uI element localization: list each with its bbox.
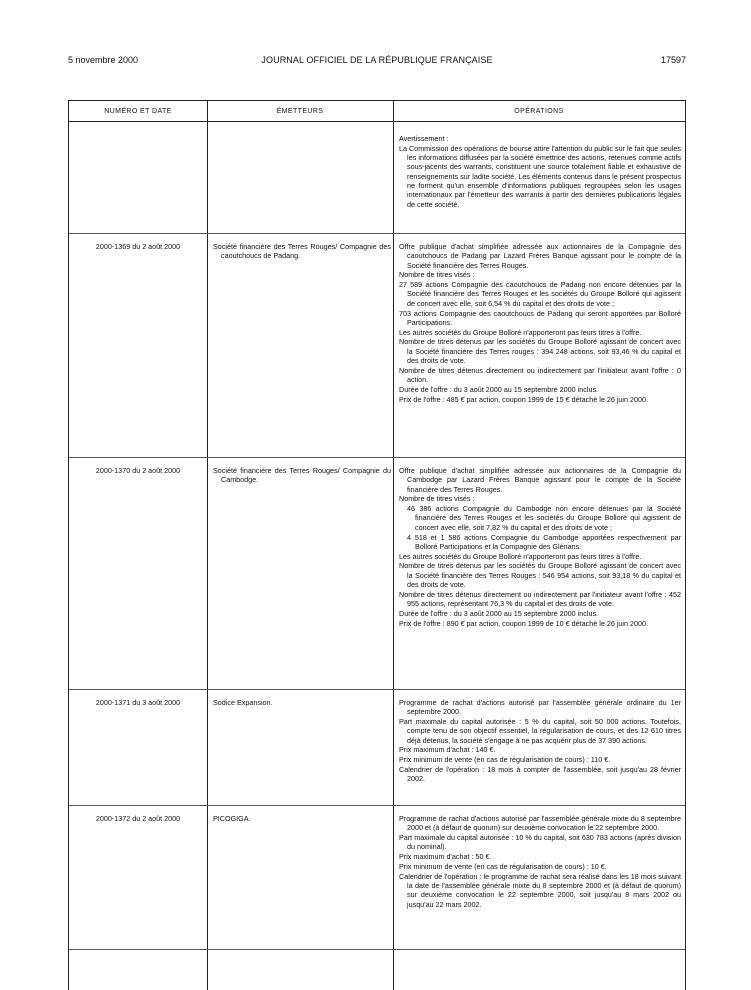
operation-paragraph: 27 589 actions Compagnie des caoutchoucs de Padang non encore détenues par la Société financière des Terres Rouges et les sociétés du Groupe Bolloré qui agissent de concert avec elle, soit 6,54 % du capital et des droits de vote ; (399, 280, 681, 308)
operation-paragraph: Prix minimum de vente (en cas de régularisation de cours) : 10 €. (399, 861, 607, 871)
header-date: 5 novembre 2000 (68, 55, 139, 65)
operation-paragraph: Programme de rachat d'actions autorisé par l'assemblée générale mixte du 8 septembre 2000 et (à défaut de quorum) sur deuxième convocation le 22 septembre 2000. (399, 814, 681, 833)
row-emetteur (213, 698, 391, 707)
operation-paragraph: Nombre de titres détenus par les sociétés du Groupe Bolloré agissant de concert avec la Société financière des Terres Rouges : 546 954 actions, soit 93,18 % du capital et des droits de vote. (399, 561, 681, 590)
row-numero-date: 2000-1372 du 2 août 2000 (95, 814, 181, 823)
operation-paragraph: Offre publique d'achat simplifiée adressée aux actionnaires de la Compagnie des caoutchoucs de Padang par Lazard Frères Banque agissant pour le compte de la Société financière des Terres Rouges. (399, 242, 681, 270)
row-divider (69, 949, 685, 950)
emetteur-text: PICOGIGA. (213, 814, 251, 823)
header-title: JOURNAL OFFICIEL DE LA RÉPUBLIQUE FRANÇAISE (261, 55, 493, 65)
operation-paragraph: Nombre de titres détenus directement ou indirectement par l'initiateur avant l'offre : 452 955 actions, représentant 76,3 % du capital et des droits de vote. (399, 589, 681, 609)
row-operations (399, 242, 681, 404)
operation-paragraph: Calendrier de l'opération : le programme de rachat sera réalisé dans les 18 mois suivant la date de l'assemblée générale mixte du 8 septembre 2000 et (à défaut de quorum) sur deuxième convocation le 22 septembre 2000, soit jusqu'au 8 mars 2002 ou jusqu'au 22 mars 2002. (399, 871, 681, 909)
operation-paragraph: Part maximale du capital autorisée : 5 % du capital, soit 50 000 actions. Toutefois, compte tenu de son objectif essentiel, la régularisation de cours, et des 12 610 titres déjà détenus, la société s'engage à ne pas acquérir plus de 37 390 actions. (399, 717, 681, 745)
operation-paragraph: Nombre de titres visés : (399, 270, 475, 280)
operation-paragraph: Prix minimum de vente (en cas de régularisation de cours) : 110 €. (399, 755, 611, 765)
emetteur-text: Société financière des Terres Rouges/ Compagnie des caoutchoucs de Padang. (213, 242, 391, 261)
operation-paragraph: Prix maximum d'achat : 140 €. (399, 745, 496, 755)
operation-paragraph: Prix de l'offre : 890 € par action, coupon 1999 de 10 € détaché le 26 juin 2000. (399, 618, 648, 628)
operation-paragraph: Durée de l'offre : du 3 août 2000 au 15 septembre 2000 inclus. (399, 608, 599, 618)
row-operations (399, 698, 681, 784)
page-header (68, 54, 686, 66)
row-numero-date: 2000-1369 du 2 août 2000 (95, 242, 181, 251)
operations-table (68, 100, 686, 990)
operation-paragraph: Programme de rachat d'actions autorisé par l'assemblée générale ordinaire du 1er septembre 2000. (399, 698, 681, 717)
row-divider (69, 689, 685, 690)
operation-paragraph: Offre publique d'achat simplifiée adressée aux actionnaires de la Compagnie du Cambodge par Lazard Frères Banque agissant pour le compte de la Société financière des Terres Rouges. (399, 466, 681, 494)
operation-paragraph: Nombre de titres détenus directement ou indirectement par l'initiateur avant l'offre : 0 action. (399, 365, 681, 385)
column-header-operations: OPÉRATIONS (514, 108, 564, 115)
operation-paragraph: Nombre de titres visés : (399, 494, 475, 504)
row-operations (399, 466, 681, 628)
header-page-number: 17597 (660, 55, 686, 65)
operation-paragraph: Durée de l'offre : du 3 août 2000 au 15 septembre 2000 inclus. (399, 384, 599, 394)
operation-paragraph: 46 386 actions Compagnie du Cambodge non encore détenues par la Société financière des Terres Rouges et les sociétés du Groupe Bolloré qui agissent de concert avec elle, soit 7,82 % du capital et des droits de vote ; (407, 504, 681, 532)
operation-paragraph: Prix maximum d'achat : 50 €. (399, 852, 492, 862)
operation-paragraph: Calendrier de l'opération : 18 mois à compter de l'assemblée, soit jusqu'au 28 février 2002. (399, 765, 681, 784)
operation-paragraph: 703 actions Compagnie des caoutchoucs de Padang qui seront apportées par Bolloré Participations. (399, 308, 681, 327)
row-numero-date: 2000-1370 du 2 août 2000 (95, 466, 181, 475)
row-divider (69, 457, 685, 458)
emetteur-text: Société financière des Terres Rouges/ Compagnie du Cambodge. (213, 466, 391, 485)
operation-paragraph: Part maximale du capital autorisée : 10 % du capital, soit 630 783 actions (après division du nominal). (399, 833, 681, 852)
row-operations (399, 134, 681, 209)
row-emetteur (213, 814, 391, 823)
operation-paragraph: La Commission des opérations de bourse attire l'attention du public sur le fait que seules les informations diffusées par la société émettrice des actions, retenues comme actifs sous-jacents des warrants, constituent une source totalement fiable et exhaustive de renseignements sur ladite société. Les éléments contenus dans le présent prospectus ne forment qu'un ensemble d'informations publiques regroupées selon les usages internationaux par l'émetteur des warrants à partir des dernières publications légales de cette société. (399, 143, 681, 209)
operation-paragraph: Nombre de titres détenus par les sociétés du Groupe Bolloré agissant de concert avec la Société financière des Terres rouges : 394 248 actions, soit 93,46 % du capital et des droits de vote. (399, 337, 681, 366)
row-emetteur (213, 242, 391, 261)
row-numero-date: 2000-1371 du 3 août 2000 (95, 698, 181, 707)
row-operations (399, 814, 681, 909)
operation-paragraph: 4 518 et 1 586 actions Compagnie du Cambodge apportées respectivement par Bolloré Participations et la Compagnie des Glénans. (407, 532, 681, 551)
row-divider (69, 805, 685, 806)
emetteur-text: Sodice Expansion. (213, 698, 273, 707)
operation-paragraph: Les autres sociétés du Groupe Bolloré n'apporteront pas leurs titres à l'offre. (399, 551, 642, 561)
row-emetteur (213, 466, 391, 485)
operation-paragraph: Avertissement : (399, 134, 449, 143)
operation-paragraph: Prix de l'offre : 485 € par action, coupon 1999 de 15 € détaché le 26 juin 2000. (399, 394, 648, 404)
column-header-numero: NUMÉRO ET DATE (104, 108, 172, 115)
row-divider (69, 233, 685, 234)
column-header-emetteurs: ÉMETTEURS (276, 108, 324, 115)
table-header (69, 100, 685, 122)
operation-paragraph: Les autres sociétés du Groupe Bolloré n'apporteront pas leurs titres à l'offre. (399, 327, 642, 337)
